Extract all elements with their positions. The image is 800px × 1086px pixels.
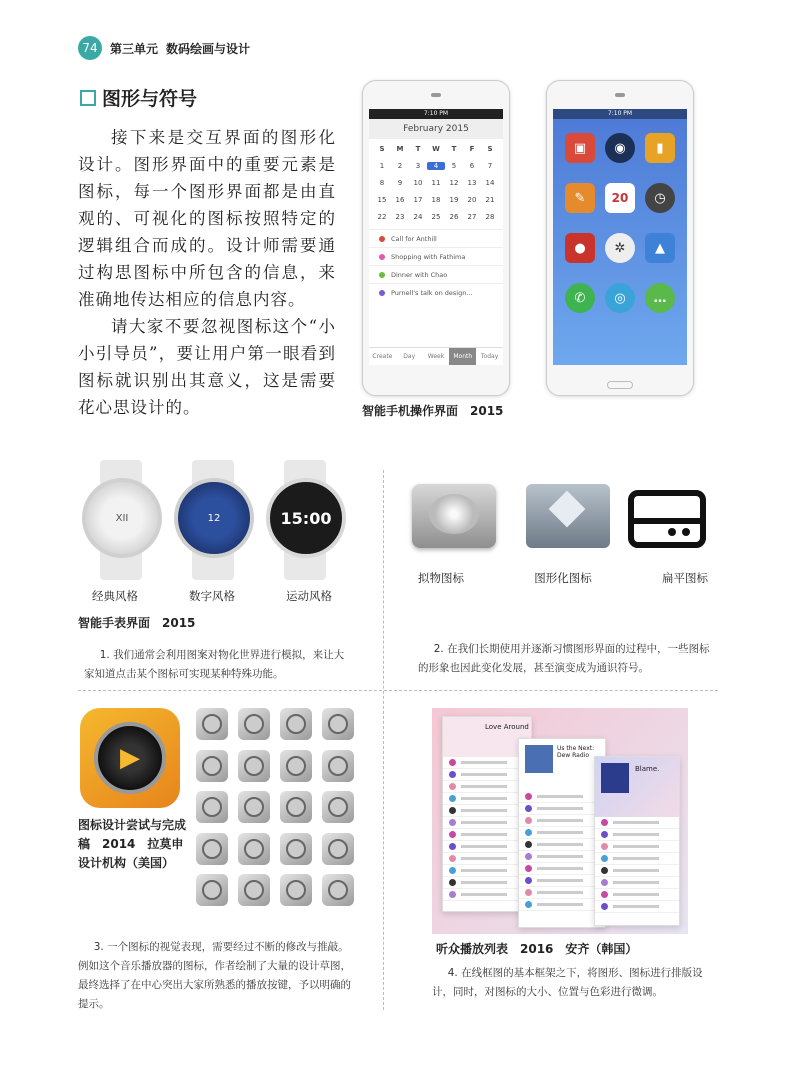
divider-horizontal bbox=[78, 690, 718, 691]
watch-labels bbox=[92, 588, 362, 604]
calendar-tab[interactable]: Month bbox=[449, 348, 476, 365]
track-thumb-icon bbox=[525, 889, 532, 896]
track-row[interactable] bbox=[519, 875, 605, 887]
track-thumb-icon bbox=[525, 805, 532, 812]
event-dot-icon bbox=[379, 290, 385, 296]
intro-paragraph-2: 请大家不要忽视图标这个“小小引导员”，要让用户第一眼看到图标就识别出其意义，这是需要花心思设计的。 bbox=[78, 317, 336, 417]
calendar-event[interactable]: Shopping with Fathima bbox=[369, 247, 503, 265]
track-thumb-icon bbox=[525, 865, 532, 872]
icon-labels bbox=[418, 570, 708, 586]
track-row[interactable] bbox=[595, 853, 679, 865]
weekday-label: F bbox=[469, 145, 475, 153]
track-thumb-icon bbox=[449, 855, 456, 862]
calendar-day[interactable]: 14 bbox=[485, 179, 495, 187]
album-title: Us the Next: Dew Radio bbox=[557, 745, 595, 759]
icon-label-flat: 扁平图标 bbox=[662, 571, 708, 585]
calendar-day[interactable]: 19 bbox=[449, 196, 459, 204]
track-row[interactable] bbox=[595, 841, 679, 853]
track-thumb-icon bbox=[449, 807, 456, 814]
playlist-title: Love Around bbox=[443, 717, 531, 757]
calendar-grid bbox=[369, 139, 503, 227]
flat-disk-icon bbox=[628, 490, 706, 548]
section-title-text: 图形与符号 bbox=[102, 88, 198, 110]
track-thumb-icon bbox=[525, 829, 532, 836]
calendar-day[interactable]: 13 bbox=[467, 179, 477, 187]
icon-sketch-grid bbox=[196, 708, 356, 908]
calendar-day[interactable]: 8 bbox=[379, 179, 385, 187]
sketch-tile-icon bbox=[280, 750, 312, 782]
phone-home bbox=[546, 80, 694, 396]
divider-vertical bbox=[383, 470, 384, 1010]
calendar-day[interactable]: 15 bbox=[377, 196, 387, 204]
calendar-day[interactable]: 21 bbox=[485, 196, 495, 204]
now-playing-panel bbox=[594, 756, 680, 926]
graphic-disk-icon bbox=[526, 484, 610, 548]
settings-app-icon[interactable]: ✲ bbox=[605, 233, 635, 263]
weekday-label: T bbox=[415, 145, 421, 153]
calendar-day[interactable]: 7 bbox=[487, 162, 493, 170]
phone-speaker bbox=[615, 93, 625, 97]
sketch-tile-icon bbox=[196, 874, 228, 906]
classic-watch: XII bbox=[82, 478, 162, 558]
calendar-day[interactable]: 18 bbox=[431, 196, 441, 204]
track-row[interactable] bbox=[519, 863, 605, 875]
track-thumb-icon bbox=[449, 891, 456, 898]
calendar-event[interactable]: Call for Anthill bbox=[369, 229, 503, 247]
calendar-day[interactable]: 1 bbox=[379, 162, 385, 170]
track-thumb-icon bbox=[525, 793, 532, 800]
weekday-label: T bbox=[451, 145, 457, 153]
music-app-caption: 听众播放列表 2016 安齐（韩国） bbox=[436, 942, 638, 956]
track-thumb-icon bbox=[449, 879, 456, 886]
phone-calendar bbox=[362, 80, 510, 396]
sketch-tile-icon bbox=[238, 874, 270, 906]
watch-label-sport: 运动风格 bbox=[286, 589, 332, 603]
event-dot-icon bbox=[379, 236, 385, 242]
sport-watch: 15:00 bbox=[266, 478, 346, 558]
track-row[interactable] bbox=[519, 827, 605, 839]
track-row[interactable] bbox=[519, 791, 605, 803]
music-icon-caption: 图标设计尝试与完成稿 2014 拉莫申设计机构（美国） bbox=[78, 818, 187, 870]
track-thumb-icon bbox=[601, 903, 608, 910]
track-thumb-icon bbox=[449, 867, 456, 874]
calendar-day[interactable]: 27 bbox=[467, 213, 477, 221]
track-thumb-icon bbox=[601, 831, 608, 838]
track-row[interactable] bbox=[519, 887, 605, 899]
calendar-day[interactable]: 12 bbox=[449, 179, 459, 187]
now-playing-title: Blame. bbox=[635, 765, 660, 773]
track-thumb-icon bbox=[525, 841, 532, 848]
watch-label-classic: 经典风格 bbox=[92, 589, 138, 603]
section-box-icon bbox=[80, 90, 96, 106]
calendar-event[interactable]: Dinner with Chao bbox=[369, 265, 503, 283]
message-app-icon[interactable]: … bbox=[645, 283, 675, 313]
calendar-day[interactable]: 11 bbox=[431, 179, 441, 187]
status-bar: 7:10 PM bbox=[369, 109, 503, 119]
sketch-tile-icon bbox=[196, 708, 228, 740]
now-playing-header bbox=[595, 757, 679, 817]
phone-caption: 智能手机操作界面 2015 bbox=[362, 404, 504, 418]
sketch-tile-icon bbox=[280, 833, 312, 865]
sketch-tile-icon bbox=[322, 750, 354, 782]
sketch-tile-icon bbox=[322, 874, 354, 906]
calendar-day[interactable]: 28 bbox=[485, 213, 495, 221]
sketch-tile-icon bbox=[196, 750, 228, 782]
weekday-label: M bbox=[396, 145, 404, 153]
phone-app-icon[interactable]: ✆ bbox=[565, 283, 595, 313]
sketch-tile-icon bbox=[322, 833, 354, 865]
watch-label-numeric: 数字风格 bbox=[189, 589, 235, 603]
track-thumb-icon bbox=[525, 901, 532, 908]
track-thumb-icon bbox=[525, 817, 532, 824]
sketch-tile-icon bbox=[196, 833, 228, 865]
note-2: 2. 在我们长期使用并逐渐习惯图形界面的过程中，一些图标的形象也因此变化发展，甚至演变成为通识符号。 bbox=[418, 643, 710, 674]
track-row[interactable] bbox=[519, 839, 605, 851]
calendar-day[interactable]: 17 bbox=[413, 196, 423, 204]
unit-label: 第三单元 bbox=[110, 42, 159, 56]
track-row[interactable] bbox=[595, 817, 679, 829]
track-row[interactable] bbox=[595, 889, 679, 901]
track-row[interactable] bbox=[595, 829, 679, 841]
numeric-watch: 12 bbox=[174, 478, 254, 558]
track-thumb-icon bbox=[601, 855, 608, 862]
track-thumb-icon bbox=[601, 879, 608, 886]
status-bar: 7:10 PM bbox=[553, 109, 687, 119]
now-playing-cover-icon bbox=[601, 763, 629, 793]
music-app-mockup bbox=[432, 708, 688, 934]
sketch-tile-icon bbox=[238, 750, 270, 782]
calendar-tab[interactable]: Today bbox=[480, 353, 499, 360]
unit-title: 数码绘画与设计 bbox=[166, 42, 251, 56]
calendar-event[interactable]: Purnell's talk on design... bbox=[369, 283, 503, 301]
calendar-tab[interactable]: Day bbox=[403, 353, 416, 360]
calendar-tab[interactable]: Create bbox=[372, 353, 393, 360]
skeuomorphic-disk-icon bbox=[412, 484, 496, 548]
play-icon: ▶ bbox=[120, 743, 140, 773]
sketch-tile-icon bbox=[280, 708, 312, 740]
phone-speaker bbox=[431, 93, 441, 97]
calendar-day[interactable]: 16 bbox=[395, 196, 405, 204]
event-dot-icon bbox=[379, 272, 385, 278]
calendar-tab[interactable]: Week bbox=[427, 353, 445, 360]
calendar-day[interactable]: 24 bbox=[413, 213, 423, 221]
album-panel bbox=[518, 738, 606, 928]
track-thumb-icon bbox=[601, 819, 608, 826]
icon-label-graphic: 图形化图标 bbox=[534, 571, 592, 585]
sketch-tile-icon bbox=[238, 833, 270, 865]
track-thumb-icon bbox=[449, 843, 456, 850]
track-row[interactable] bbox=[519, 815, 605, 827]
track-thumb-icon bbox=[449, 831, 456, 838]
sketch-tile-icon bbox=[280, 874, 312, 906]
track-thumb-icon bbox=[449, 783, 456, 790]
sketch-tile-icon bbox=[196, 791, 228, 823]
calendar-day[interactable]: 20 bbox=[467, 196, 477, 204]
album-rows bbox=[519, 791, 605, 911]
calendar-tabs bbox=[369, 347, 503, 365]
calendar-day[interactable]: 6 bbox=[469, 162, 475, 170]
track-thumb-icon bbox=[601, 843, 608, 850]
calendar-day[interactable]: 3 bbox=[415, 162, 421, 170]
calendar-day[interactable]: 5 bbox=[451, 162, 457, 170]
track-row[interactable] bbox=[595, 865, 679, 877]
recorder-app-icon[interactable]: ● bbox=[565, 233, 595, 263]
calendar-day[interactable]: 22 bbox=[377, 213, 387, 221]
home-screen bbox=[553, 109, 687, 365]
track-row[interactable] bbox=[519, 899, 605, 911]
track-row[interactable] bbox=[519, 851, 605, 863]
track-thumb-icon bbox=[449, 819, 456, 826]
camera-app-icon[interactable]: ◉ bbox=[605, 133, 635, 163]
track-thumb-icon bbox=[525, 877, 532, 884]
calendar-app-icon[interactable]: 20 bbox=[605, 183, 635, 213]
sketch-tile-icon bbox=[280, 791, 312, 823]
album-header bbox=[519, 739, 605, 791]
watch-group bbox=[78, 460, 368, 580]
clock-app-icon[interactable]: ◷ bbox=[645, 183, 675, 213]
page-number: 74 bbox=[78, 36, 102, 60]
calendar-screen bbox=[369, 109, 503, 365]
gallery-app-icon[interactable]: ▲ bbox=[645, 233, 675, 263]
calendar-day[interactable]: 26 bbox=[449, 213, 459, 221]
sketch-tile-icon bbox=[322, 708, 354, 740]
section-title bbox=[80, 84, 197, 111]
weekday-label: W bbox=[432, 145, 440, 153]
now-playing-rows bbox=[595, 817, 679, 913]
icon-label-skeuomorphic: 拟物图标 bbox=[418, 571, 464, 585]
calendar-day[interactable]: 4 bbox=[427, 162, 445, 170]
calendar-day[interactable]: 2 bbox=[397, 162, 403, 170]
track-row[interactable] bbox=[519, 803, 605, 815]
sketch-tile-icon bbox=[238, 791, 270, 823]
browser-app-icon[interactable]: ◎ bbox=[605, 283, 635, 313]
album-cover-icon bbox=[525, 745, 553, 773]
unit-header bbox=[110, 40, 250, 57]
calendar-day[interactable]: 25 bbox=[431, 213, 441, 221]
track-row[interactable] bbox=[595, 901, 679, 913]
track-row[interactable] bbox=[595, 877, 679, 889]
track-thumb-icon bbox=[449, 795, 456, 802]
track-thumb-icon bbox=[525, 853, 532, 860]
track-thumb-icon bbox=[449, 771, 456, 778]
stats-app-icon[interactable]: ▮ bbox=[645, 133, 675, 163]
weekday-label: S bbox=[379, 145, 385, 153]
gift-app-icon[interactable]: ▣ bbox=[565, 133, 595, 163]
note-4: 4. 在线框图的基本框架之下，将图形、图标进行排版设计，同时，对图标的大小、位置与色彩进行微调。 bbox=[432, 967, 703, 998]
weekday-label: S bbox=[487, 145, 493, 153]
music-player-icon bbox=[80, 708, 180, 808]
calendar-month: February 2015 bbox=[369, 119, 503, 139]
track-thumb-icon bbox=[449, 759, 456, 766]
calendar-day[interactable]: 10 bbox=[413, 179, 423, 187]
app-grid bbox=[553, 119, 687, 327]
event-dot-icon bbox=[379, 254, 385, 260]
track-thumb-icon bbox=[601, 867, 608, 874]
intro-paragraph-1: 接下来是交互界面的图形化设计。图形界面中的重要元素是图标，每一个图形界面都是由直观的、可视化的图标按照特定的逻辑组合而成的。设计师需要通过构思图标中所包含的信息，来准确地传达相应的信息内容。 bbox=[78, 128, 336, 309]
calendar-day[interactable]: 23 bbox=[395, 213, 405, 221]
note-3: 3. 一个图标的视觉表现，需要经过不断的修改与推敲。例如这个音乐播放器的图标，作者绘制了大量的设计草图，最终选择了在中心突出大家所熟悉的播放按键，予以明确的提示。 bbox=[78, 941, 351, 1010]
sketch-tile-icon bbox=[322, 791, 354, 823]
notes-app-icon[interactable]: ✎ bbox=[565, 183, 595, 213]
calendar-events bbox=[369, 229, 503, 301]
note-1: 1. 我们通常会利用图案对物化世界进行模拟，来让大家知道点击某个图标可实现某种特殊功能。 bbox=[84, 649, 345, 680]
intro-text bbox=[78, 124, 336, 421]
calendar-day[interactable]: 9 bbox=[397, 179, 403, 187]
track-thumb-icon bbox=[601, 891, 608, 898]
watch-caption: 智能手表界面 2015 bbox=[78, 616, 196, 630]
sketch-tile-icon bbox=[238, 708, 270, 740]
home-button bbox=[607, 381, 633, 389]
